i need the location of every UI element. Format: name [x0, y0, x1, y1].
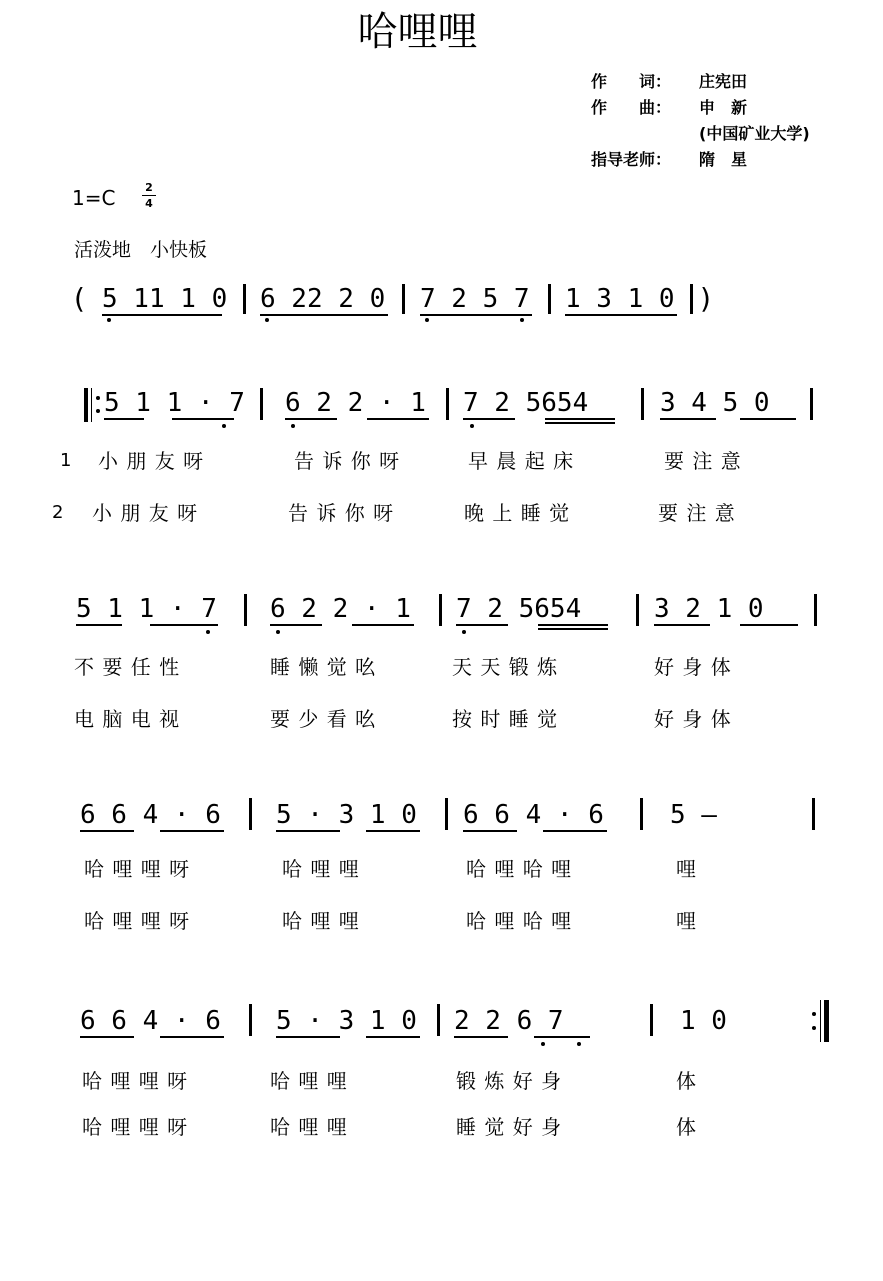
beam-underline — [352, 624, 414, 626]
barline — [439, 594, 442, 626]
octave-dot — [577, 1042, 581, 1046]
beam-underline — [104, 418, 144, 420]
octave-dot — [425, 318, 429, 322]
time-signature-top: 2 — [145, 181, 153, 194]
barline — [814, 594, 817, 626]
intro-measure-2: 6 22 2 0 — [260, 284, 386, 314]
advisor-name: 隋 星 — [699, 150, 748, 169]
barline — [636, 594, 639, 626]
beam-underline — [463, 418, 515, 420]
beam-underline — [538, 624, 608, 626]
intro-measure-4: 1 3 1 0 — [565, 284, 675, 314]
lyric: 哈 哩 哩 呀 — [84, 857, 191, 881]
time-signature-bottom: 4 — [145, 197, 153, 210]
lyric: 体 — [676, 1115, 697, 1139]
beam-underline — [76, 624, 122, 626]
measure: 5 – — [670, 800, 717, 830]
beam-underline — [454, 1036, 508, 1038]
lyric: 好 身 体 — [654, 655, 732, 679]
beam-underline — [80, 830, 134, 832]
lyric: 告 诉 你 呀 — [294, 449, 401, 473]
lyric: 小 朋 友 呀 — [98, 449, 205, 473]
beam-underline — [654, 624, 710, 626]
lyric: 好 身 体 — [654, 707, 732, 731]
octave-dot — [462, 630, 466, 634]
lyricist-name: 庄宪田 — [699, 72, 748, 91]
lyricist-label: 作 词： — [591, 72, 672, 91]
barline — [641, 388, 644, 420]
barline — [249, 798, 252, 830]
composer-name: 申 新 — [699, 98, 748, 117]
intro-measure-3: 7 2 5 7 — [420, 284, 530, 314]
tempo-marking: 活泼地 小快板 — [74, 239, 208, 261]
octave-dot — [470, 424, 474, 428]
beam-underline — [420, 314, 532, 316]
verse-number-1: 1 — [60, 450, 72, 471]
lyric: 要 少 看 吆 — [270, 707, 377, 731]
beam-underline — [285, 418, 337, 420]
octave-dot — [520, 318, 524, 322]
song-title: 哈哩哩 — [357, 9, 478, 55]
measure: 3 4 5 0 — [660, 388, 770, 418]
beam-underline — [545, 422, 615, 424]
time-signature-rule — [142, 195, 156, 196]
lyric: 小 朋 友 呀 — [92, 501, 199, 525]
lyric: 哈 哩 哩 — [282, 857, 360, 881]
beam-underline — [160, 1036, 224, 1038]
measure: 5 · 3 1 0 — [276, 1006, 417, 1036]
repeat-dot — [812, 1012, 816, 1016]
barline — [249, 1004, 252, 1036]
measure: 6 2 2 · 1 — [270, 594, 411, 624]
lyric: 哈 哩 哈 哩 — [466, 909, 573, 933]
lyric: 哩 — [676, 857, 697, 881]
beam-underline — [456, 624, 508, 626]
beam-underline — [80, 1036, 134, 1038]
beam-underline — [150, 624, 218, 626]
lyric: 要 注 意 — [664, 449, 742, 473]
lyric: 哈 哩 哩 呀 — [82, 1115, 189, 1139]
repeat-dot — [96, 409, 100, 413]
repeat-start-thick-bar — [84, 388, 88, 422]
measure: 7 2 5654 — [463, 388, 589, 418]
beam-underline — [534, 1036, 590, 1038]
beam-underline — [270, 624, 322, 626]
beam-underline — [367, 418, 429, 420]
intro-close-paren: ) — [700, 282, 711, 315]
octave-dot — [541, 1042, 545, 1046]
measure: 5 1 1 · 7 — [104, 388, 245, 418]
barline — [812, 798, 815, 830]
lyric: 哈 哩 哈 哩 — [466, 857, 573, 881]
repeat-dot — [96, 396, 100, 400]
barline — [640, 798, 643, 830]
barline — [650, 1004, 653, 1036]
barline — [244, 594, 247, 626]
barline — [437, 1004, 440, 1036]
lyric: 睡 觉 好 身 — [456, 1115, 563, 1139]
composer-affiliation: (中国矿业大学) — [699, 124, 810, 143]
beam-underline — [740, 624, 798, 626]
lyric: 告 诉 你 呀 — [288, 501, 395, 525]
repeat-end-thin-bar — [820, 1000, 821, 1042]
octave-dot — [276, 630, 280, 634]
lyric: 哈 哩 哩 呀 — [84, 909, 191, 933]
beam-underline — [660, 418, 716, 420]
lyric: 早 晨 起 床 — [468, 449, 575, 473]
measure: 6 2 2 · 1 — [285, 388, 426, 418]
lyric: 哈 哩 哩 — [270, 1115, 348, 1139]
lyric: 哈 哩 哩 呀 — [82, 1069, 189, 1093]
time-signature — [142, 182, 156, 209]
barline — [548, 284, 551, 314]
lyric: 按 时 睡 觉 — [452, 707, 559, 731]
barline — [260, 388, 263, 420]
measure: 5 · 3 1 0 — [276, 800, 417, 830]
beam-underline — [276, 830, 340, 832]
octave-dot — [265, 318, 269, 322]
lyric: 天 天 锻 炼 — [452, 655, 559, 679]
octave-dot — [107, 318, 111, 322]
lyric: 不 要 任 性 — [74, 655, 181, 679]
beam-underline — [543, 830, 607, 832]
barline — [445, 798, 448, 830]
intro-measure-1: 5 11 1 0 — [102, 284, 228, 314]
beam-underline — [565, 314, 677, 316]
repeat-dot — [812, 1026, 816, 1030]
lyric: 晚 上 睡 觉 — [464, 501, 571, 525]
measure: 5 1 1 · 7 — [76, 594, 217, 624]
lyric: 哈 哩 哩 — [282, 909, 360, 933]
beam-underline — [545, 418, 615, 420]
measure: 2 2 6 7 — [454, 1006, 564, 1036]
beam-underline — [172, 418, 234, 420]
advisor-label: 指导老师： — [591, 150, 672, 169]
beam-underline — [366, 830, 420, 832]
measure: 1 0 — [680, 1006, 727, 1036]
lyric: 要 注 意 — [658, 501, 736, 525]
barline — [446, 388, 449, 420]
lyric: 哩 — [676, 909, 697, 933]
octave-dot — [222, 424, 226, 428]
measure: 6 6 4 · 6 — [80, 800, 221, 830]
verse-number-2: 2 — [52, 502, 64, 523]
lyric: 锻 炼 好 身 — [456, 1069, 563, 1093]
barline — [690, 284, 693, 314]
barline — [402, 284, 405, 314]
measure: 3 2 1 0 — [654, 594, 764, 624]
beam-underline — [740, 418, 796, 420]
intro-open-paren: ( — [74, 282, 85, 315]
barline — [243, 284, 246, 314]
beam-underline — [102, 314, 222, 316]
measure: 6 6 4 · 6 — [463, 800, 604, 830]
octave-dot — [291, 424, 295, 428]
lyric: 体 — [676, 1069, 697, 1093]
lyric: 电 脑 电 视 — [74, 707, 181, 731]
lyric: 哈 哩 哩 — [270, 1069, 348, 1093]
beam-underline — [276, 1036, 340, 1038]
beam-underline — [538, 628, 608, 630]
repeat-start-thin-bar — [91, 388, 92, 422]
beam-underline — [160, 830, 224, 832]
key-signature: 1=C — [72, 186, 116, 210]
beam-underline — [366, 1036, 420, 1038]
repeat-end-thick-bar — [824, 1000, 829, 1042]
octave-dot — [206, 630, 210, 634]
lyric: 睡 懒 觉 吆 — [270, 655, 377, 679]
composer-label: 作 曲： — [591, 98, 672, 117]
measure: 7 2 5654 — [456, 594, 582, 624]
barline — [810, 388, 813, 420]
beam-underline — [260, 314, 388, 316]
measure: 6 6 4 · 6 — [80, 1006, 221, 1036]
beam-underline — [463, 830, 517, 832]
